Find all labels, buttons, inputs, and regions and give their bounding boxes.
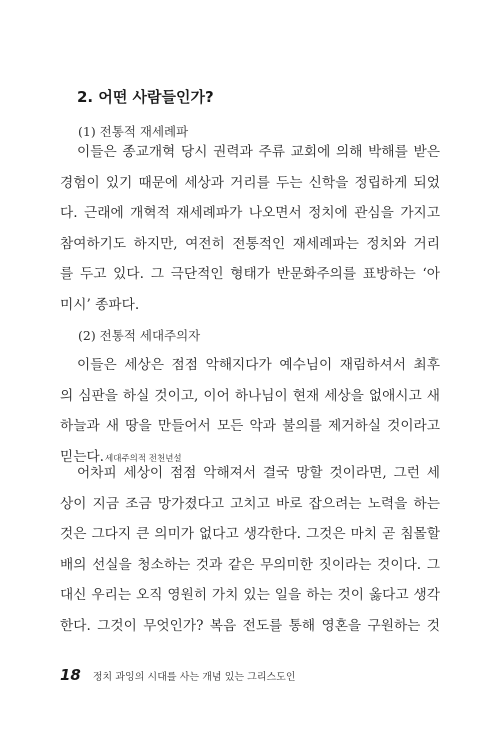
- text-line: 이들은 세상은 점점 악해지다가 예수님이 재림하셔서 최후: [77, 357, 440, 373]
- text-line: 참여하기도 하지만, 여전히 전통적인 재세례파는 정치와 거리: [60, 235, 440, 252]
- text-line: 대신 우리는 오직 영원히 가치 있는 일을 하는 것이 옳다고 생각: [60, 587, 440, 603]
- subsection-title-traditional-anabaptists: (1) 전통적 재세례파: [78, 124, 189, 139]
- running-title: 정치 과잉의 시대를 사는 개념 있는 그리스도인: [92, 672, 296, 683]
- text-line: 어차피 세상이 점점 악해져서 결국 망할 것이라면, 그런 세: [77, 465, 440, 481]
- page-footer: [60, 666, 296, 685]
- inline-note: 세대주의적 전천년설: [105, 453, 182, 464]
- text-line: 배의 선실을 청소하는 것과 같은 무의미한 짓이라는 것이다. 그: [60, 556, 440, 573]
- text-line: 하늘과 새 땅을 만들어서 모든 악과 불의를 제거하실 것이라고: [60, 418, 440, 434]
- text-line: 미시’ 종파다.: [60, 296, 140, 313]
- text-line: 의 심판을 하실 것이고, 이어 하나님이 현재 세상을 없애시고 새: [60, 387, 440, 404]
- subsection-title-dispensationalists: (2) 전통적 세대주의자: [78, 328, 201, 343]
- text-line: 다. 근래에 개혁적 재세례파가 나오면서 정치에 관심을 가지고: [60, 205, 440, 221]
- text-line-text: 믿는다.: [60, 448, 105, 465]
- section-heading: 2. 어떤 사람들인가?: [77, 88, 214, 106]
- text-line: 경험이 있기 때문에 세상과 거리를 두는 신학을 정립하게 되었: [60, 174, 440, 191]
- paragraph-world-view: [60, 458, 440, 641]
- paragraph-dispensationalists: [60, 350, 440, 474]
- page-number: 18: [60, 666, 81, 684]
- paragraph-anabaptists: [60, 137, 440, 320]
- text-line: 한다. 그것이 무엇인가? 복음 전도를 통해 영혼을 구원하는 것: [60, 617, 440, 634]
- text-line: 상이 지금 조금 망가졌다고 고치고 바로 잡으려는 노력을 하는: [60, 495, 440, 512]
- text-line: 이들은 종교개혁 당시 권력과 주류 교회에 의해 박해를 받은: [77, 144, 440, 160]
- text-line: 것은 그다지 큰 의미가 없다고 생각한다. 그것은 마치 곧 침몰할: [60, 526, 440, 542]
- text-line: 를 두고 있다. 그 극단적인 형태가 반문화주의를 표방하는 ‘아: [60, 266, 440, 282]
